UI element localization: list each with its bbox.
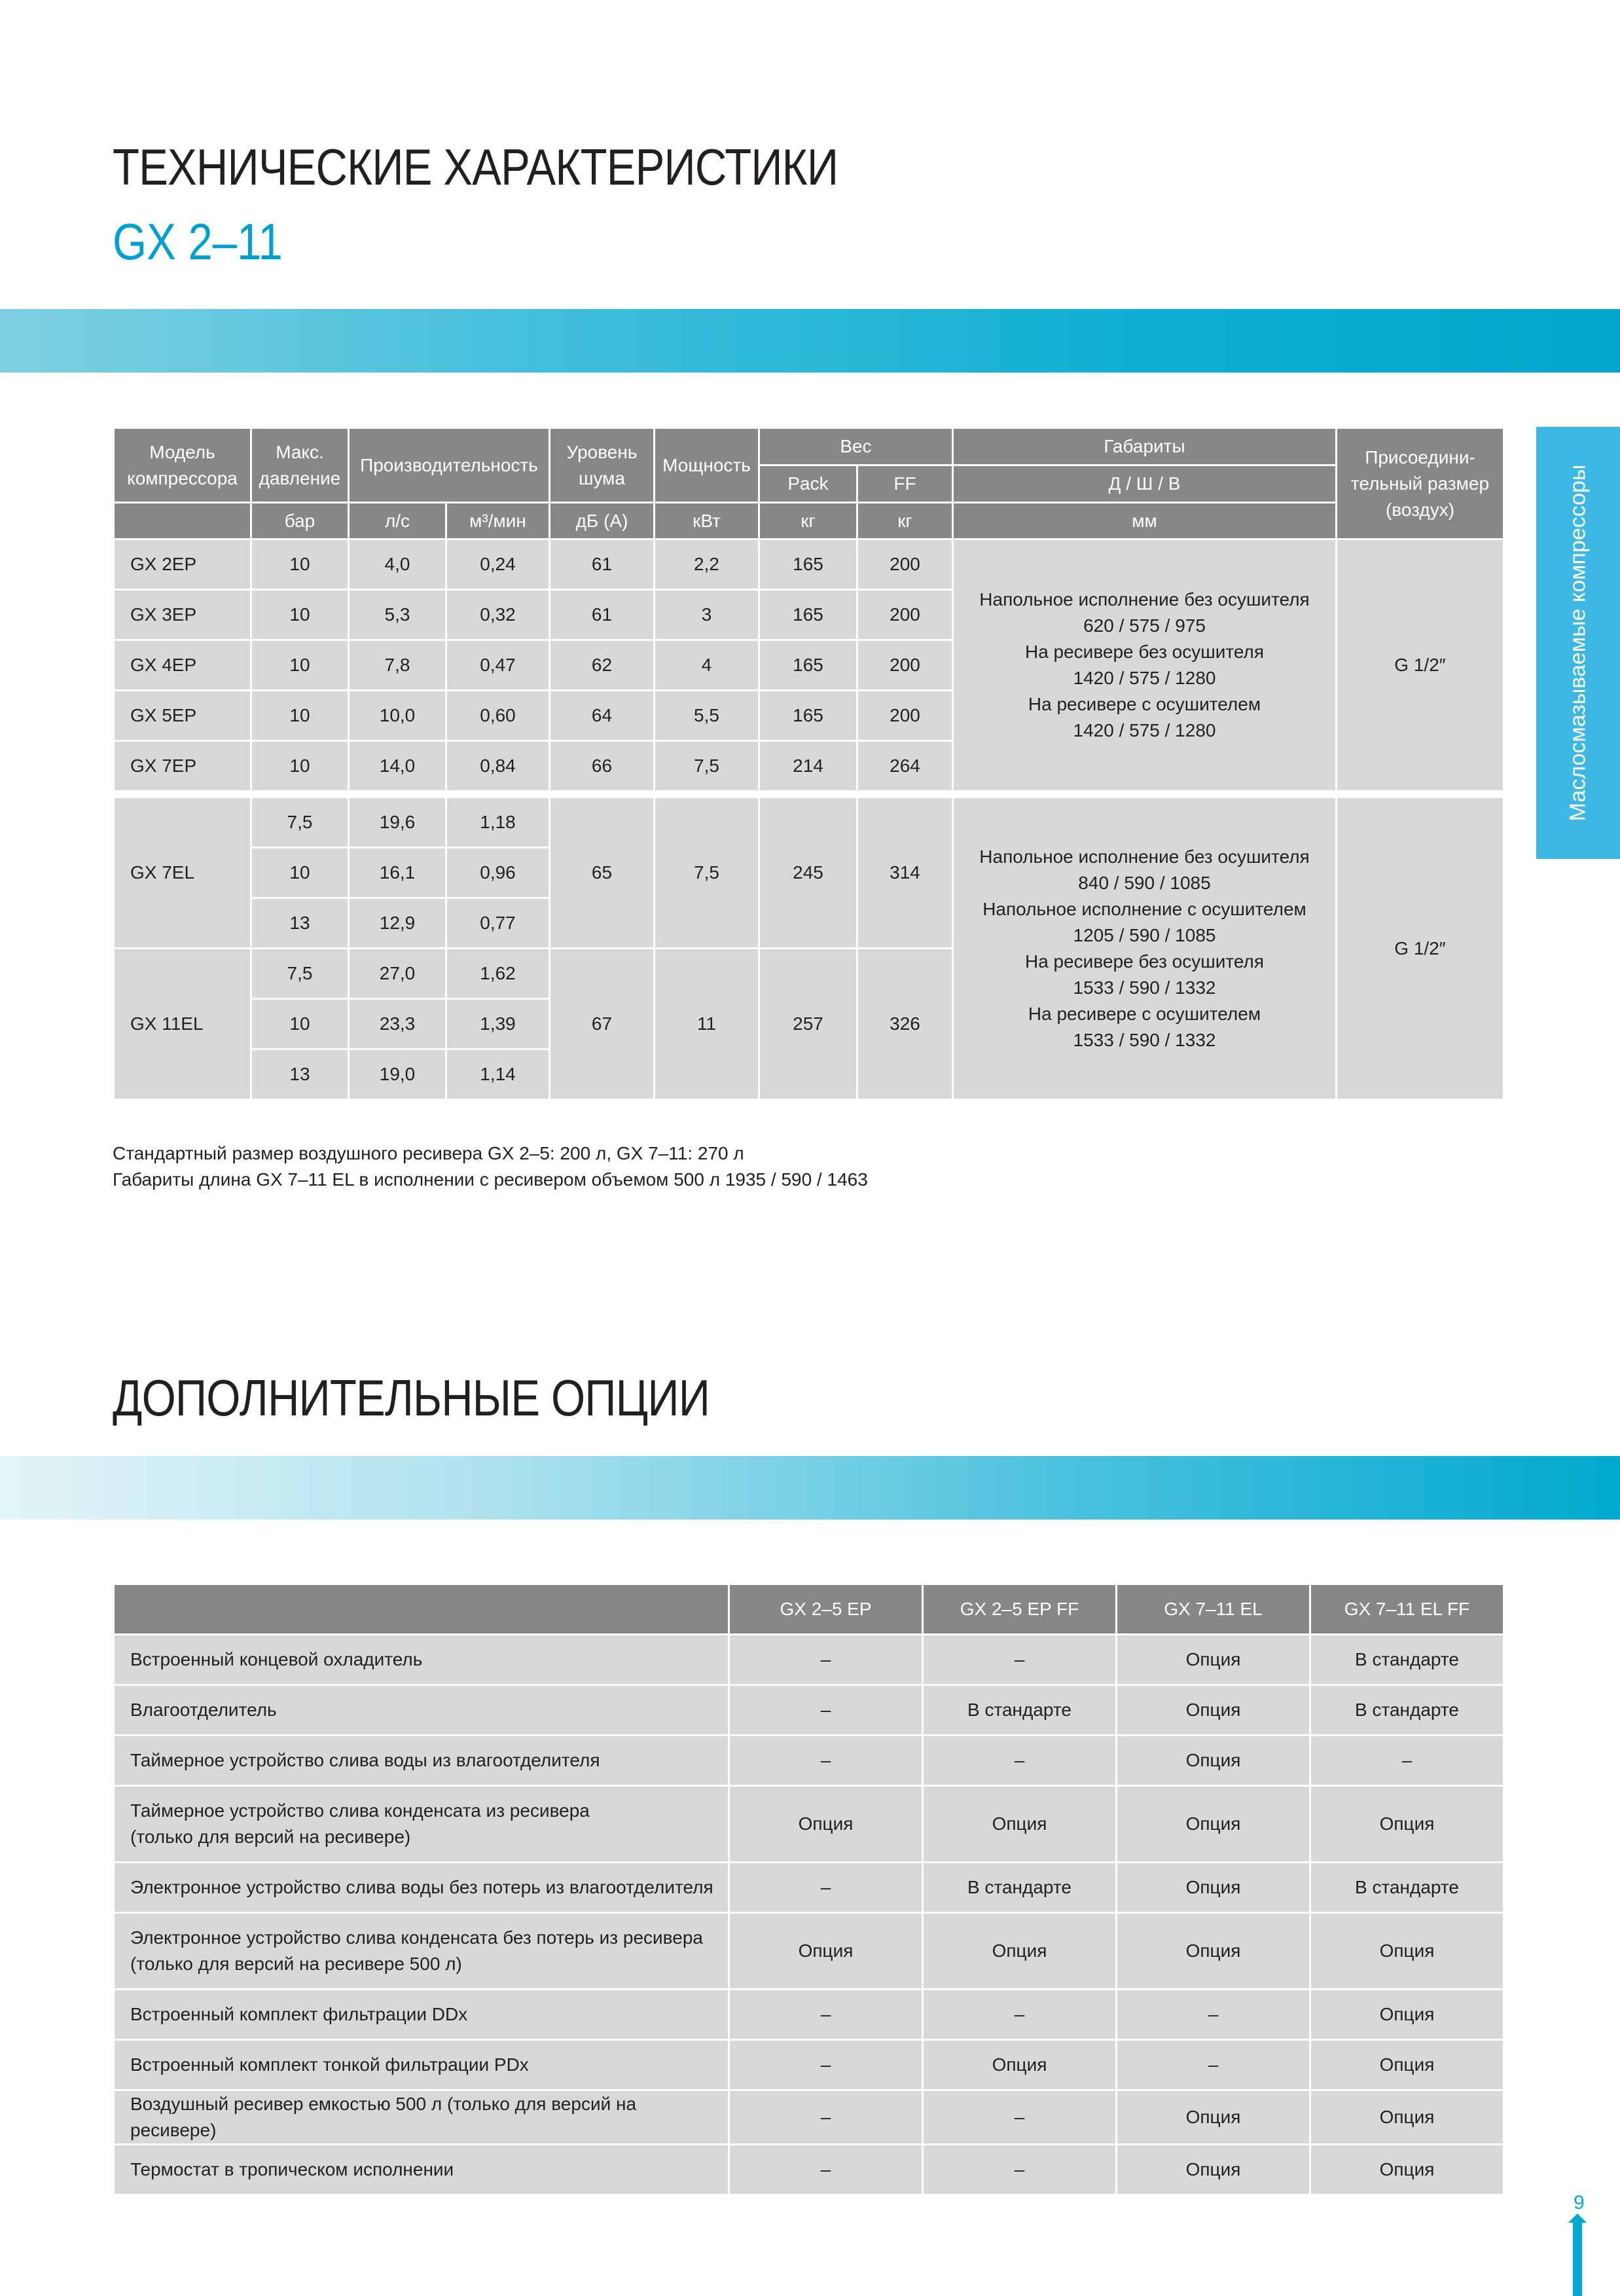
- cell: 200: [857, 640, 953, 691]
- cell: 0,77: [446, 898, 550, 949]
- option-name-note: (только для версий на ресивере): [130, 1827, 411, 1847]
- unit-kg: кг: [857, 503, 953, 539]
- table-row: [114, 2040, 1504, 2090]
- cell: –: [729, 2090, 923, 2145]
- col-capacity: Производительность: [349, 428, 550, 503]
- header-row: [114, 428, 1504, 465]
- note-line: Стандартный размер воздушного ресивера GX 2–5: 200 л, GX 7–11: 270 л: [113, 1143, 744, 1163]
- el-connection-cell: G 1/2″: [1337, 797, 1504, 1100]
- cell: 10: [251, 539, 349, 590]
- cell: 0,24: [446, 539, 550, 590]
- cell: 66: [550, 741, 655, 792]
- col-connection: Присоедини-тельный размер (воздух): [1337, 428, 1504, 539]
- cell: Опция: [923, 1913, 1117, 1990]
- dims-line: 620 / 575 / 975: [1083, 615, 1206, 636]
- cell: 10: [251, 691, 349, 741]
- cell: –: [1117, 2040, 1310, 2090]
- cell: 165: [759, 590, 857, 640]
- col-option: [114, 1584, 729, 1635]
- option-name: Воздушный ресивер емкостью 500 л (только для версий на ресивере): [114, 2090, 729, 2145]
- page-number: 9: [1574, 2192, 1585, 2214]
- cell: 19,0: [349, 1049, 446, 1100]
- option-name: [114, 1913, 729, 1990]
- table-row: [114, 1863, 1504, 1913]
- cell: 13: [251, 1049, 349, 1100]
- cell: 4: [655, 640, 759, 691]
- cell: Опция: [1117, 1736, 1310, 1786]
- cell: 4,0: [349, 539, 446, 590]
- cell: 0,84: [446, 741, 550, 792]
- cell: 0,47: [446, 640, 550, 691]
- cell: 0,60: [446, 691, 550, 741]
- table-row: [114, 1913, 1504, 1990]
- cell: Опция: [1117, 1913, 1310, 1990]
- cell: –: [923, 1990, 1117, 2040]
- cell: Опция: [1310, 2040, 1504, 2090]
- col-dims: Габариты: [953, 428, 1337, 465]
- model-cell: GX 7EL: [114, 797, 251, 949]
- col-gx711elff: GX 7–11 EL FF: [1310, 1584, 1504, 1635]
- options-table: [113, 1583, 1505, 2196]
- cell: 7,8: [349, 640, 446, 691]
- cell: 165: [759, 640, 857, 691]
- cell: Опция: [1117, 1863, 1310, 1913]
- page-title: ТЕХНИЧЕСКИЕ ХАРАКТЕРИСТИКИ: [113, 138, 838, 196]
- cell: Опция: [1310, 2145, 1504, 2195]
- cell: –: [923, 2145, 1117, 2195]
- unit-db: дБ (А): [550, 503, 655, 539]
- cell: –: [729, 1863, 923, 1913]
- cell: 200: [857, 691, 953, 741]
- tech-specs-table: [113, 427, 1505, 1101]
- cell: –: [729, 2145, 923, 2195]
- cell: 2,2: [655, 539, 759, 590]
- cell: Опция: [923, 2040, 1117, 2090]
- cell: 200: [857, 590, 953, 640]
- table-notes: [113, 1140, 868, 1193]
- cell: 7,5: [655, 741, 759, 792]
- col-power: Мощность: [655, 428, 759, 503]
- dims-line: 840 / 590 / 1085: [1078, 872, 1211, 893]
- group-gap: [114, 792, 1504, 797]
- col-model: Модель компрессора: [114, 428, 251, 503]
- cell: 10: [251, 848, 349, 898]
- cell: 5,3: [349, 590, 446, 640]
- option-name: Встроенный концевой охладитель: [114, 1635, 729, 1685]
- cell: 314: [857, 797, 953, 949]
- cell: Опция: [1117, 1635, 1310, 1685]
- col-gx25ep: GX 2–5 EP: [729, 1584, 923, 1635]
- cell: 10: [251, 640, 349, 691]
- col-noise: Уровень шума: [550, 428, 655, 503]
- cell: Опция: [1117, 2145, 1310, 2195]
- cell: 65: [550, 797, 655, 949]
- col-ff: FF: [857, 465, 953, 503]
- ep-connection-cell: G 1/2″: [1337, 539, 1504, 792]
- dims-line: Напольное исполнение без осушителя: [979, 589, 1310, 610]
- cell: 12,9: [349, 898, 446, 949]
- option-name: [114, 1786, 729, 1863]
- header-band: [0, 309, 1620, 373]
- cell: 16,1: [349, 848, 446, 898]
- cell: 165: [759, 539, 857, 590]
- table-row: [114, 797, 1504, 848]
- cell: Опция: [1310, 2090, 1504, 2145]
- dims-line: 1420 / 575 / 1280: [1073, 720, 1216, 740]
- option-name: Электронное устройство слива воды без потерь из влагоотделителя: [114, 1863, 729, 1913]
- cell: 0,96: [446, 848, 550, 898]
- cell: 245: [759, 797, 857, 949]
- dims-line: Напольное исполнение без осушителя: [979, 846, 1310, 867]
- note-line: Габариты длина GX 7–11 EL в исполнении с ресивером объемом 500 л 1935 / 590 / 1463: [113, 1169, 868, 1190]
- cell: 10: [251, 590, 349, 640]
- dims-line: На ресивере без осушителя: [1024, 951, 1265, 972]
- cell: –: [729, 1990, 923, 2040]
- model-cell: GX 2EP: [114, 539, 251, 590]
- cell: 67: [550, 949, 655, 1100]
- cell: 0,32: [446, 590, 550, 640]
- cell: В стандарте: [1310, 1635, 1504, 1685]
- cell: –: [729, 1685, 923, 1736]
- cell: 1,18: [446, 797, 550, 848]
- table-row: [114, 2090, 1504, 2145]
- header-row: [114, 1584, 1504, 1635]
- col-gx711el: GX 7–11 EL: [1117, 1584, 1310, 1635]
- option-name: Встроенный комплект фильтрации DDx: [114, 1990, 729, 2040]
- dims-line: На ресивере с осушителем: [1028, 694, 1261, 714]
- cell: В стандарте: [1310, 1863, 1504, 1913]
- dims-line: 1533 / 590 / 1332: [1073, 1029, 1216, 1050]
- unit-m3: м³/мин: [446, 503, 550, 539]
- option-name: Влагоотделитель: [114, 1685, 729, 1736]
- col-dwv: Д / Ш / В: [953, 465, 1337, 503]
- cell: 3: [655, 590, 759, 640]
- cell: –: [1310, 1736, 1504, 1786]
- cell: 10: [251, 999, 349, 1049]
- model-cell: GX 7EP: [114, 741, 251, 792]
- cell: 1,39: [446, 999, 550, 1049]
- cell: 61: [550, 539, 655, 590]
- page-subtitle: GX 2–11: [113, 213, 283, 270]
- cell: 62: [550, 640, 655, 691]
- cell: 64: [550, 691, 655, 741]
- unit-kw: кВт: [655, 503, 759, 539]
- table-row: [114, 1635, 1504, 1685]
- cell: Опция: [1117, 1685, 1310, 1736]
- dims-line: На ресивере с осушителем: [1028, 1003, 1261, 1024]
- option-name-line: Электронное устройство слива конденсата без потерь из ресивера: [130, 1927, 703, 1948]
- table-row: [114, 539, 1504, 590]
- cell: 10,0: [349, 691, 446, 741]
- col-weight: Вес: [759, 428, 953, 465]
- cell: 14,0: [349, 741, 446, 792]
- option-name-note: (только для версий на ресивере 500 л): [130, 1954, 462, 1974]
- unit-bar: бар: [251, 503, 349, 539]
- dims-line: 1420 / 575 / 1280: [1073, 668, 1216, 688]
- units-row: [114, 503, 1504, 539]
- model-cell: GX 11EL: [114, 949, 251, 1100]
- cell: 264: [857, 741, 953, 792]
- model-cell: GX 5EP: [114, 691, 251, 741]
- cell: –: [729, 2040, 923, 2090]
- dims-line: На ресивере без осушителя: [1024, 642, 1265, 662]
- option-name: Термостат в тропическом исполнении: [114, 2145, 729, 2195]
- el-dims-cell: [953, 797, 1337, 1100]
- table-row: [114, 2145, 1504, 2195]
- cell: 1,14: [446, 1049, 550, 1100]
- cell: –: [923, 1635, 1117, 1685]
- cell: 13: [251, 898, 349, 949]
- cell: –: [729, 1736, 923, 1786]
- cell: Опция: [1310, 1786, 1504, 1863]
- dims-line: 1533 / 590 / 1332: [1073, 977, 1216, 998]
- table-row: [114, 1786, 1504, 1863]
- cell: 10: [251, 741, 349, 792]
- cell: 7,5: [251, 797, 349, 848]
- dims-line: 1205 / 590 / 1085: [1073, 924, 1216, 945]
- cell: –: [923, 1736, 1117, 1786]
- options-title: ДОПОЛНИТЕЛЬНЫЕ ОПЦИИ: [113, 1369, 710, 1427]
- cell: Опция: [729, 1913, 923, 1990]
- page-marker: [1573, 2223, 1582, 2296]
- option-name-line: Таймерное устройство слива конденсата из ресивера: [130, 1800, 590, 1821]
- table-row: [114, 1685, 1504, 1736]
- table-row: [114, 1990, 1504, 2040]
- cell: 1,62: [446, 949, 550, 999]
- cell: 7,5: [251, 949, 349, 999]
- option-name: Таймерное устройство слива воды из влагоотделителя: [114, 1736, 729, 1786]
- side-tab: [1536, 427, 1620, 859]
- cell: Опция: [1310, 1990, 1504, 2040]
- cell: 326: [857, 949, 953, 1100]
- cell: 200: [857, 539, 953, 590]
- cell: Опция: [1117, 2090, 1310, 2145]
- cell: 165: [759, 691, 857, 741]
- option-name: Встроенный комплект тонкой фильтрации PDx: [114, 2040, 729, 2090]
- cell: Опция: [1310, 1913, 1504, 1990]
- model-cell: GX 3EP: [114, 590, 251, 640]
- cell: –: [1117, 1990, 1310, 2040]
- cell: 5,5: [655, 691, 759, 741]
- model-cell: GX 4EP: [114, 640, 251, 691]
- unit-model: [114, 503, 251, 539]
- cell: В стандарте: [923, 1685, 1117, 1736]
- cell: Опция: [1117, 1786, 1310, 1863]
- cell: 23,3: [349, 999, 446, 1049]
- cell: 214: [759, 741, 857, 792]
- col-pack: Pack: [759, 465, 857, 503]
- ep-dims-cell: [953, 539, 1337, 792]
- cell: 61: [550, 590, 655, 640]
- cell: Опция: [923, 1786, 1117, 1863]
- cell: 19,6: [349, 797, 446, 848]
- dims-line: Напольное исполнение с осушителем: [982, 898, 1306, 919]
- cell: 257: [759, 949, 857, 1100]
- cell: В стандарте: [1310, 1685, 1504, 1736]
- cell: Опция: [729, 1786, 923, 1863]
- col-pressure: Макс. давление: [251, 428, 349, 503]
- table-row: [114, 1736, 1504, 1786]
- unit-mm: мм: [953, 503, 1337, 539]
- cell: 27,0: [349, 949, 446, 999]
- cell: –: [923, 2090, 1117, 2145]
- unit-ls: л/с: [349, 503, 446, 539]
- cell: 11: [655, 949, 759, 1100]
- cell: –: [729, 1635, 923, 1685]
- unit-kg: кг: [759, 503, 857, 539]
- cell: 7,5: [655, 797, 759, 949]
- cell: В стандарте: [923, 1863, 1117, 1913]
- side-tab-label: Маслосмазываемые компрессоры: [1565, 464, 1591, 822]
- col-gx25epff: GX 2–5 EP FF: [923, 1584, 1117, 1635]
- options-band: [0, 1456, 1620, 1520]
